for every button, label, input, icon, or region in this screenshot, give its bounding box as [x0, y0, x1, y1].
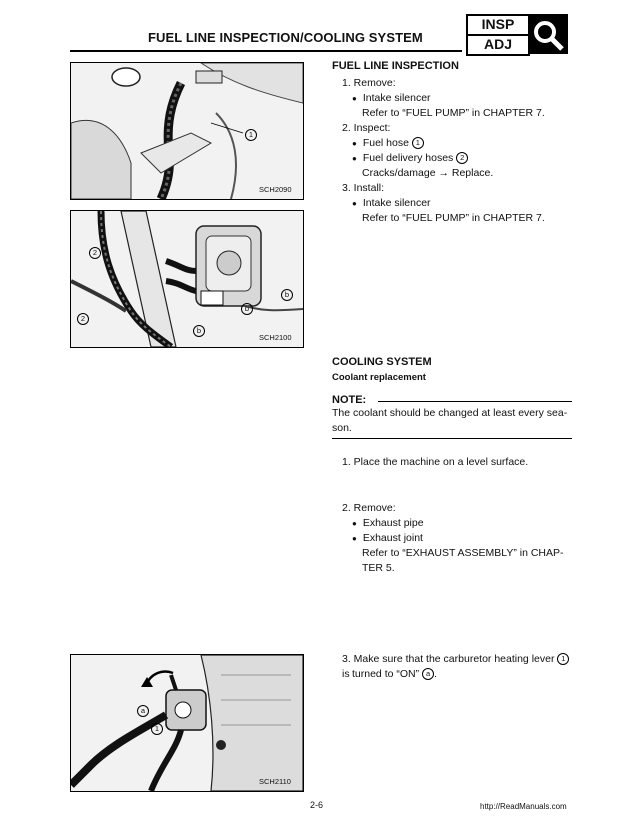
fuel-line-step-2-action: Cracks/damage → Replace. — [362, 167, 494, 179]
coolant-replacement-subheading: Coolant replacement — [332, 372, 426, 383]
figure-carburetor-heating-lever — [70, 654, 304, 792]
callout-ref-2: 2 — [456, 152, 468, 164]
figure-caption: SCH2100 — [259, 333, 292, 342]
note-line-1: The coolant should be changed at least every sea- — [332, 407, 568, 419]
fuel-line-step-1: 1. Remove: — [342, 77, 396, 89]
cooling-step-3-period: . — [434, 668, 437, 680]
fuel-line-step-1-ref: Refer to “FUEL PUMP” in CHAPTER 7. — [362, 107, 545, 119]
insp-adj-badge — [466, 14, 530, 56]
page-number: 2-6 — [310, 800, 324, 810]
cooling-step-2-ref-1: Refer to “EXHAUST ASSEMBLY” in CHAP- — [362, 547, 564, 559]
callout-2-lower: 2 — [77, 313, 89, 325]
fuel-delivery-hoses-label: ● Fuel delivery hoses — [352, 152, 453, 164]
title-rule — [70, 50, 462, 52]
cooling-step-3-line-2 — [352, 667, 437, 682]
figure-caption: SCH2090 — [259, 185, 292, 194]
fuel-line-step-2: 2. Inspect: — [342, 122, 391, 134]
cooling-step-3-text-b: is — [342, 668, 350, 680]
fuel-line-step-3-item: ● Intake silencer — [352, 196, 431, 211]
figure-fuel-delivery-hoses — [70, 210, 304, 348]
fuel-line-heading: FUEL LINE INSPECTION — [332, 60, 459, 72]
callout-ref-a: a — [422, 668, 434, 680]
badge-bottom-text: ADJ — [483, 36, 512, 52]
callout-2-upper: 2 — [89, 247, 101, 259]
cooling-step-2-item-1: ● Exhaust pipe — [352, 516, 424, 531]
callout-1: 1 — [151, 723, 163, 735]
wrench-icon — [528, 14, 568, 54]
callout-b-2: b — [241, 303, 253, 315]
footer-url[interactable]: http://ReadManuals.com — [480, 802, 567, 811]
callout-b-1: b — [281, 289, 293, 301]
callout-ref-1: 1 — [557, 653, 569, 665]
cooling-step-2: 2. Remove: — [342, 502, 396, 514]
note-line-2: son. — [332, 422, 352, 434]
cooling-step-3-text-a: 3. Make sure that the carburetor heating lever — [342, 653, 555, 665]
cooling-step-3-text-c: turned to “ON” — [352, 668, 420, 680]
page-title: FUEL LINE INSPECTION/COOLING SYSTEM — [148, 30, 423, 45]
cooling-step-2-item-2: ● Exhaust joint — [352, 531, 423, 546]
fuel-line-step-3: 3. Install: — [342, 182, 385, 194]
cooling-step-2-ref-2: TER 5. — [362, 562, 395, 574]
figure-fuel-hose — [70, 62, 304, 200]
callout-ref-1: 1 — [412, 137, 424, 149]
fuel-line-step-2-item-1 — [352, 136, 424, 151]
badge-top-text: INSP — [481, 16, 515, 32]
cooling-step-1: 1. Place the machine on a level surface. — [342, 456, 529, 468]
fuel-line-step-3-ref: Refer to “FUEL PUMP” in CHAPTER 7. — [362, 212, 545, 224]
callout-a: a — [137, 705, 149, 717]
callout-1: 1 — [245, 129, 257, 141]
note-label: NOTE: — [332, 394, 367, 406]
callout-b-3: b — [193, 325, 205, 337]
fuel-line-step-2-item-2 — [352, 151, 468, 166]
fuel-hose-label: ● Fuel hose — [352, 137, 409, 149]
note-rule — [378, 401, 572, 402]
figure-caption: SCH2110 — [259, 777, 291, 786]
fuel-line-step-1-item: ● Intake silencer — [352, 91, 431, 106]
note-end-rule — [332, 438, 572, 439]
cooling-heading: COOLING SYSTEM — [332, 356, 432, 368]
